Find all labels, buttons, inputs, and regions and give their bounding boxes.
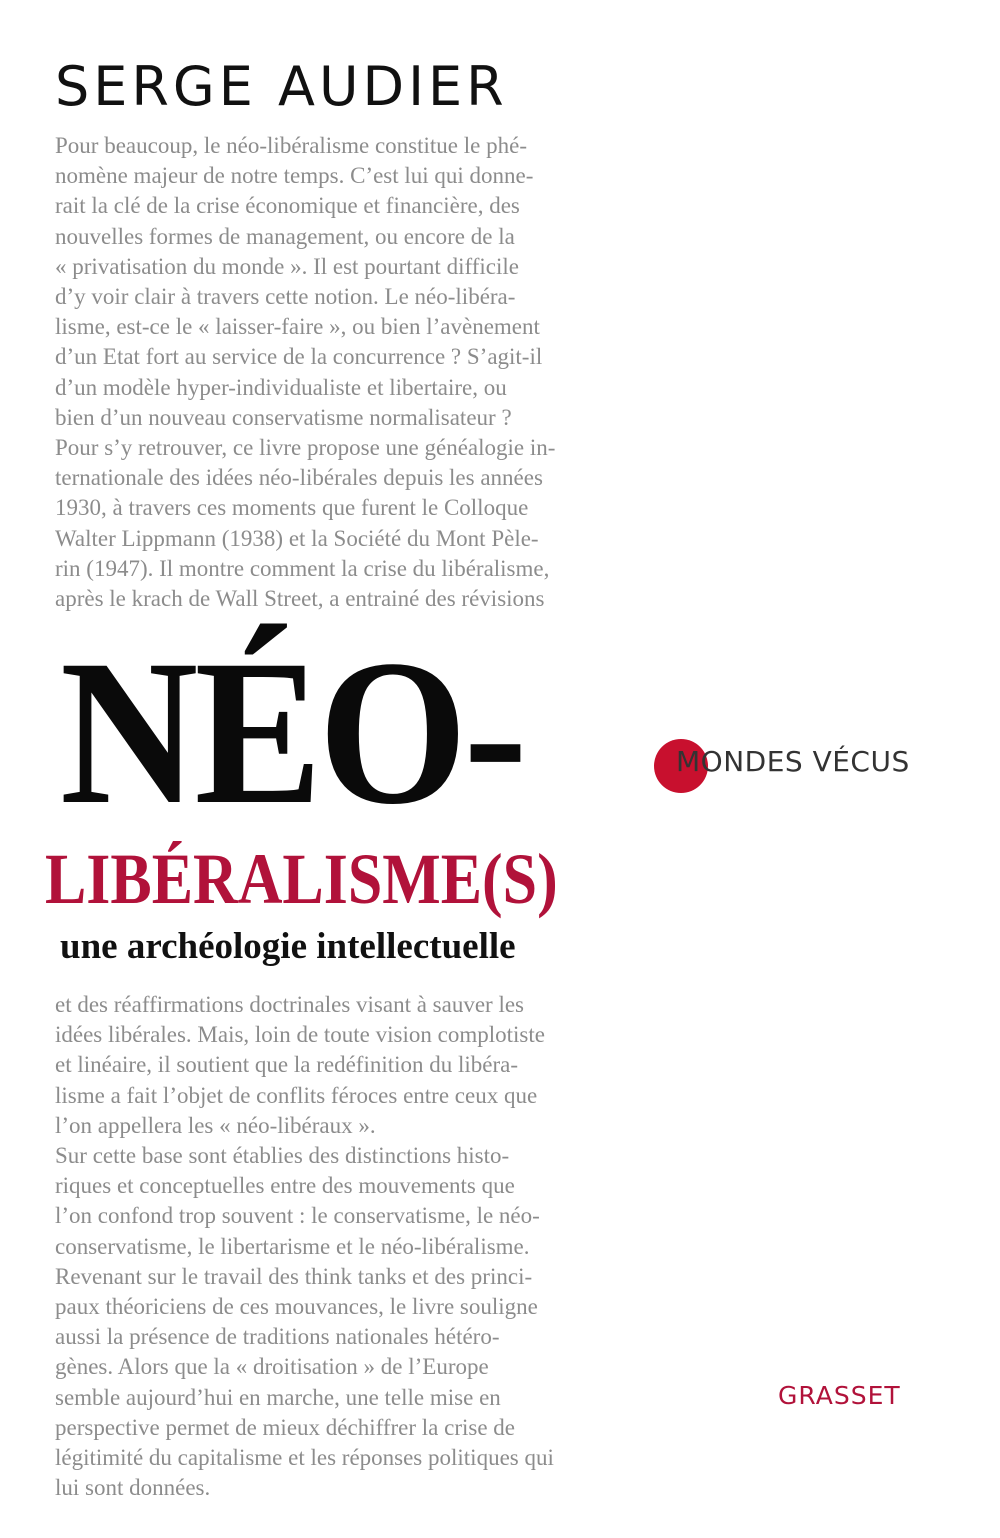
blurb-line: perspective permet de mieux déchiffrer la crise de (55, 1414, 515, 1440)
blurb-line: « privatisation du monde ». Il est pourtant difficile (55, 253, 519, 279)
book-subtitle: une archéologie intellectuelle (60, 926, 516, 967)
blurb-line: et des réaffirmations doctrinales visant à sauver les (55, 992, 524, 1017)
publisher-name: GRASSET (778, 1381, 901, 1410)
blurb-line: riques et conceptuelles entre des mouvements que (55, 1173, 515, 1199)
blurb-line: bien d’un nouveau conservatisme normalisateur ? (55, 404, 512, 430)
blurb-line: aussi la présence de traditions nationales hétéro- (55, 1324, 500, 1350)
blurb-line: d’un Etat fort au service de la concurrence ? S’agit-il (55, 344, 543, 370)
blurb-line: semble aujourd’hui en marche, une telle mise en (55, 1384, 501, 1410)
blurb-line: Walter Lippmann (1938) et la Société du Mont Pèle- (55, 525, 539, 551)
blurb-line: d’un modèle hyper-individualiste et libertaire, ou (55, 374, 507, 400)
series-name: MONDES VÉCUS (676, 745, 910, 778)
blurb-line: nouvelles formes de management, ou encore de la (55, 223, 515, 249)
blurb-line: légitimité du capitalisme et les réponses politiques qui (55, 1445, 554, 1471)
blurb-line: d’y voir clair à travers cette notion. Le néo-libéra- (55, 284, 516, 310)
blurb-line: ternationale des idées néo-libérales depuis les années (55, 465, 543, 491)
blurb-line: après le krach de Wall Street, a entrainé des révisions (55, 586, 545, 612)
blurb-line: Pour s’y retrouver, ce livre propose une généalogie in- (55, 435, 556, 461)
blurb-line: gènes. Alors que la « droitisation » de l’Europe (55, 1354, 489, 1380)
blurb-line: lisme, est-ce le « laisser-faire », ou bien l’avènement (55, 314, 540, 340)
blurb-line: paux théoriciens de ces mouvances, le livre souligne (55, 1294, 538, 1320)
title-sub: LIBÉRALISME(S) (45, 839, 558, 919)
blurb-line: Sur cette base sont établies des distinctions histo- (55, 1143, 510, 1169)
blurb-line: et linéaire, il soutient que la redéfinition du libéra- (55, 1052, 519, 1078)
blurb-line: lisme a fait l’objet de conflits féroces entre ceux que (55, 1082, 538, 1108)
blurb-line: nomène majeur de notre temps. C’est lui qui donne- (55, 163, 534, 189)
blurb-line: rin (1947). Il montre comment la crise du libéralisme, (55, 555, 550, 581)
blurb-bottom (55, 990, 604, 1503)
blurb-line: l’on appellera les « néo-libéraux ». (55, 1112, 376, 1138)
blurb-line: rait la clé de la crise économique et financière, des (55, 193, 520, 219)
author-name: SERGE AUDIER (55, 55, 508, 118)
blurb-line: lui sont données. (55, 1475, 211, 1501)
title-main: NÉO- (60, 617, 524, 847)
blurb-top (55, 131, 604, 614)
blurb-line: 1930, à travers ces moments que furent le Colloque (55, 495, 529, 521)
blurb-line: Revenant sur le travail des think tanks et des princi- (55, 1263, 533, 1289)
blurb-line: conservatisme, le libertarisme et le néo-libéralisme. (55, 1233, 530, 1259)
blurb-line: Pour beaucoup, le néo-libéralisme constitue le phé- (55, 133, 527, 158)
blurb-line: idées libérales. Mais, loin de toute vision complotiste (55, 1022, 545, 1048)
blurb-line: l’on confond trop souvent : le conservatisme, le néo- (55, 1203, 540, 1229)
series-logo (654, 736, 974, 796)
